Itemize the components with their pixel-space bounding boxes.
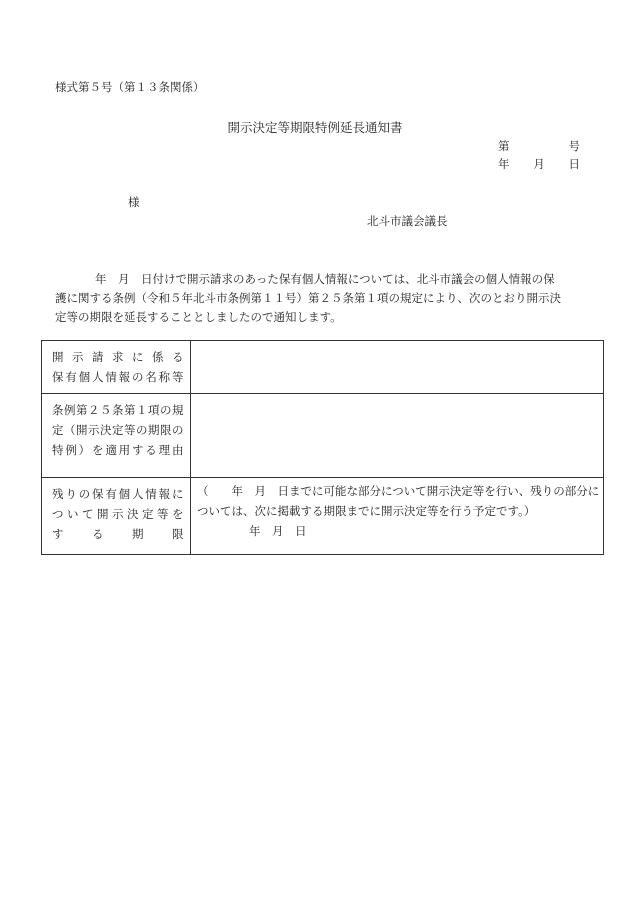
form-number-label: 様式第５号（第１３条関係） <box>55 80 205 94</box>
label-char: 理 <box>158 443 171 457</box>
label-char: 開 <box>76 423 88 437</box>
label-char: 開 <box>52 350 64 364</box>
label-char: 等 <box>157 507 169 521</box>
label-char: 個 <box>78 370 91 384</box>
label-line <box>52 420 184 440</box>
label-char: の <box>136 423 148 437</box>
label-char: を <box>172 507 184 521</box>
label-char: ５ <box>100 403 112 417</box>
label-char: い <box>67 507 79 521</box>
issue-date <box>498 159 580 171</box>
label-char: 人 <box>131 487 144 501</box>
label-char: 定 <box>142 507 154 521</box>
label-line <box>52 347 184 367</box>
label-char: （ <box>64 423 76 437</box>
label-char: る <box>172 350 184 364</box>
remaining-deadline-field[interactable] <box>191 478 604 555</box>
label-char: 条 <box>52 403 64 417</box>
label-char: り <box>65 487 78 501</box>
notice-body <box>55 270 595 327</box>
label-char: つ <box>52 507 64 521</box>
label-char: の <box>131 370 144 384</box>
label-line <box>52 524 184 544</box>
label-char: 項 <box>148 403 160 417</box>
body-line-1: 年 月 日付けで開示請求のあった保有個人情報については、北斗市議会の個人情報の保 <box>95 272 555 286</box>
label-char: １ <box>136 403 148 417</box>
label-char: て <box>82 507 94 521</box>
label-char: ２ <box>88 403 100 417</box>
deadline-note-line-1: （ 年 月 日までに可能な部分について開示決定等を行い、残りの部分に <box>197 484 600 498</box>
date-year: 年 <box>498 157 510 171</box>
extension-details-table <box>41 340 604 555</box>
date-month: 月 <box>533 157 545 171</box>
label-line <box>52 504 184 524</box>
date-day: 日 <box>568 157 580 171</box>
label-char: の <box>172 423 184 437</box>
number-prefix: 第 <box>498 139 510 153</box>
label-char: る <box>145 443 158 457</box>
label-char: 保 <box>52 370 64 384</box>
label-char: 条 <box>112 403 124 417</box>
deadline-date: 年 月 日 <box>249 524 307 538</box>
label-line <box>52 367 184 387</box>
table-row <box>42 341 604 394</box>
label-char: 示 <box>88 423 100 437</box>
label-char: 請 <box>92 350 104 364</box>
body-line-2: 護に関する条例（令和５年北斗市条例第１１号）第２５条第１項の規定により、次のとおり開示決 <box>55 291 561 305</box>
label-char: 有 <box>105 487 118 501</box>
label-char: を <box>91 443 104 457</box>
label-char: 求 <box>112 350 124 364</box>
label-char: す <box>52 527 64 541</box>
label-char: 期 <box>148 423 160 437</box>
recipient-honorific: 様 <box>128 195 140 209</box>
number-suffix: 号 <box>568 139 580 153</box>
label-char: 示 <box>72 350 84 364</box>
table-row <box>42 478 604 555</box>
label-char: 等 <box>171 370 184 384</box>
label-char: の <box>78 487 91 501</box>
label-char: に <box>171 487 184 501</box>
label-char: 限 <box>160 423 172 437</box>
personal-info-name-field[interactable] <box>191 341 604 394</box>
label-char: の <box>160 403 172 417</box>
label-char: に <box>132 350 144 364</box>
label-char: 開 <box>97 507 109 521</box>
label-line <box>52 400 184 420</box>
label-char: 例 <box>64 403 76 417</box>
label-line <box>52 440 184 460</box>
label-char: 名 <box>145 370 158 384</box>
label-char: ） <box>78 443 91 457</box>
label-char: 規 <box>172 403 184 417</box>
label-char: 等 <box>124 423 136 437</box>
label-char: 用 <box>118 443 131 457</box>
label-char: 決 <box>100 423 112 437</box>
label-char: 保 <box>91 487 104 501</box>
label-char: 期 <box>132 527 144 541</box>
label-char: 例 <box>65 443 78 457</box>
label-char: 決 <box>127 507 139 521</box>
label-char: 定 <box>112 423 124 437</box>
label-char: す <box>131 443 144 457</box>
label-char: 係 <box>152 350 164 364</box>
table-row <box>42 394 604 478</box>
sender-title: 北斗市議会議長 <box>367 214 448 228</box>
row-label <box>42 478 191 555</box>
label-char: 個 <box>118 487 131 501</box>
label-char: 称 <box>158 370 171 384</box>
label-char: 情 <box>145 487 158 501</box>
deadline-note-line-2: ついては、次に掲載する期限までに開示決定等を行う予定です。） <box>197 504 536 518</box>
label-char: 示 <box>112 507 124 521</box>
label-char: 第 <box>124 403 136 417</box>
label-char: 情 <box>105 370 118 384</box>
label-char: る <box>92 527 104 541</box>
label-char: 定 <box>52 423 64 437</box>
document-title: 開示決定等期限特例延長通知書 <box>227 120 403 135</box>
extension-reason-field[interactable] <box>191 394 604 478</box>
row-label <box>42 394 191 478</box>
body-line-3: 定等の期限を延長することとしましたので通知します。 <box>55 310 342 324</box>
label-char: 人 <box>91 370 104 384</box>
label-char: 報 <box>118 370 131 384</box>
label-char: 残 <box>52 487 64 501</box>
document-number <box>498 141 580 153</box>
label-char: 限 <box>172 527 184 541</box>
label-line <box>52 484 184 504</box>
label-char: 報 <box>158 487 171 501</box>
label-char: 特 <box>52 443 64 457</box>
label-char: 有 <box>65 370 78 384</box>
label-char: 適 <box>105 443 118 457</box>
label-char: 第 <box>76 403 88 417</box>
label-char: 由 <box>171 443 184 457</box>
row-label <box>42 341 191 394</box>
